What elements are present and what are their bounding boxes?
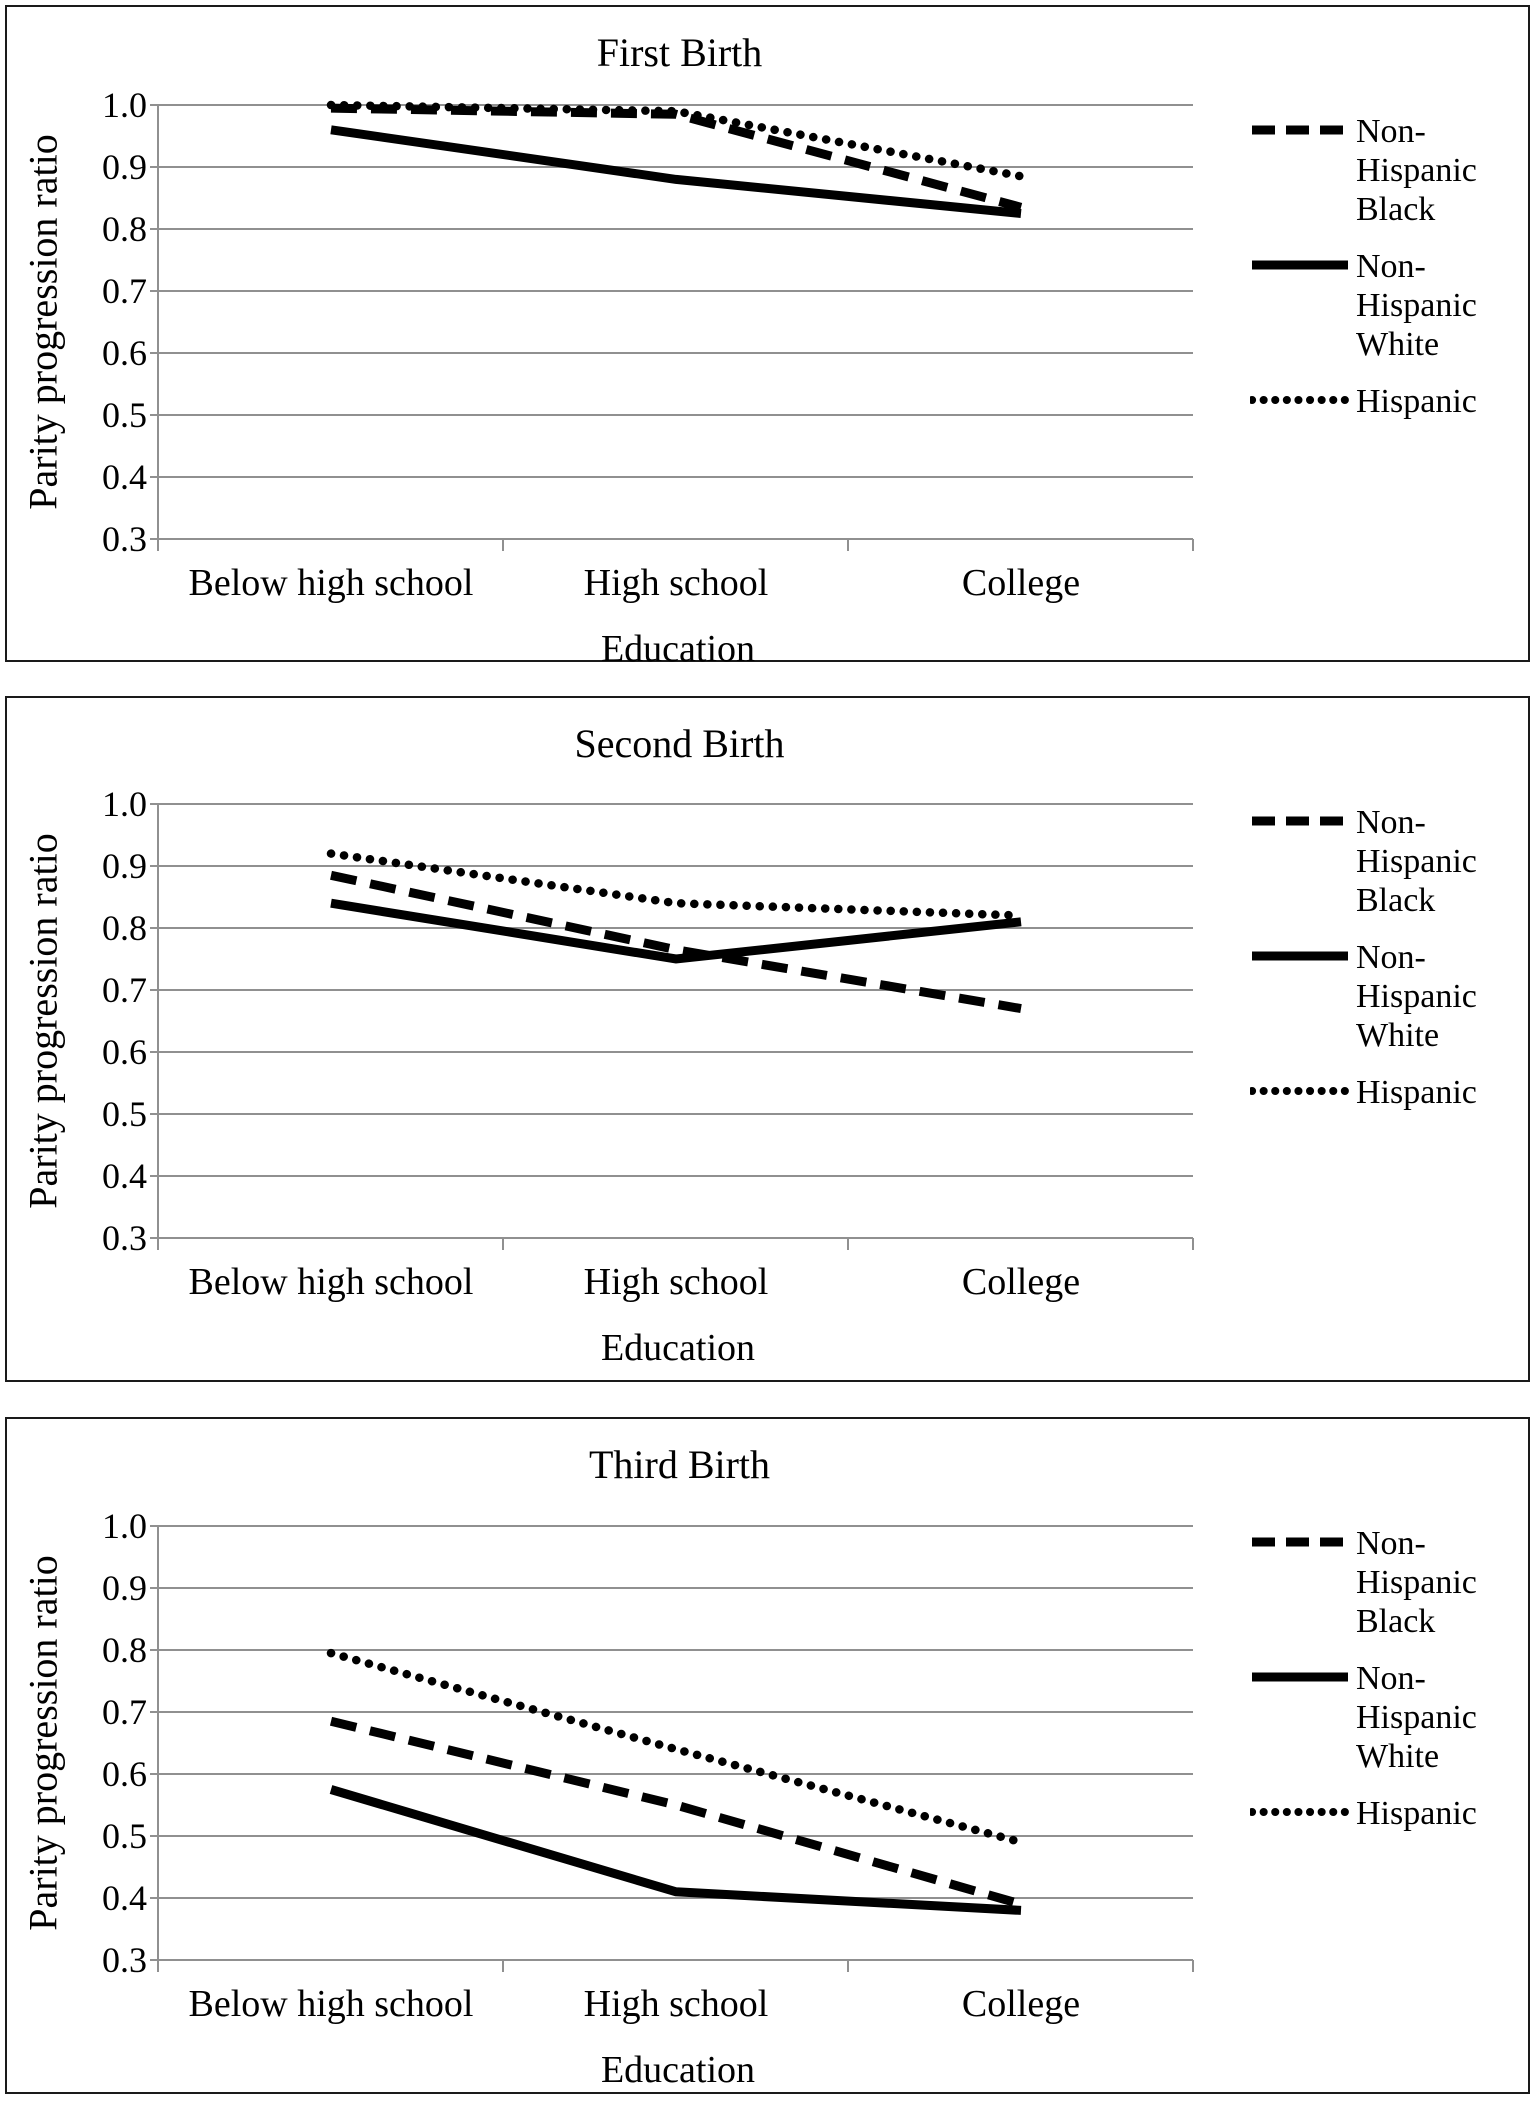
y-axis-label: Parity progression ratio — [20, 1555, 66, 1931]
y-tick-label: 0.8 — [102, 209, 147, 249]
legend-entry — [1250, 382, 1532, 421]
y-tick-label: 0.4 — [102, 457, 147, 497]
y-tick-label: 0.7 — [102, 1692, 147, 1732]
series-line-dashed — [331, 875, 1021, 1008]
y-tick-label: 0.3 — [102, 1940, 147, 1980]
series-line-solid — [331, 1790, 1021, 1911]
legend-entry — [1250, 1794, 1532, 1833]
y-tick-label: 0.9 — [102, 147, 147, 187]
legend-label: Non-Hispanic White — [1356, 1660, 1477, 1775]
y-tick-label: 0.5 — [102, 395, 147, 435]
legend-swatch-solid-line — [1250, 258, 1350, 272]
legend-entry — [1250, 1073, 1532, 1112]
x-axis-title: Education — [600, 2049, 756, 2091]
legend-entry — [1250, 247, 1532, 364]
legend-entry — [1250, 803, 1532, 920]
y-tick-label: 0.5 — [102, 1816, 147, 1856]
chart-panel-first-birth — [5, 5, 1530, 670]
legend-label: Non-Hispanic White — [1356, 248, 1477, 363]
legend — [1250, 112, 1532, 439]
y-tick-label: 0.7 — [102, 271, 147, 311]
x-tick-label: College — [961, 1983, 1081, 2025]
legend-label: Hispanic — [1356, 1074, 1477, 1111]
series-line-dotted — [331, 854, 1021, 916]
y-tick-label: 0.5 — [102, 1094, 147, 1134]
chart-title: Second Birth — [574, 721, 785, 766]
y-tick-label: 0.7 — [102, 970, 147, 1010]
chart-title: Third Birth — [588, 1442, 771, 1487]
y-tick-label: 0.4 — [102, 1878, 147, 1918]
x-tick-label: High school — [583, 1983, 769, 2025]
legend-swatch-dotted-line — [1250, 1805, 1350, 1819]
legend-swatch-solid-line — [1250, 949, 1350, 963]
y-axis-label: Parity progression ratio — [20, 134, 66, 510]
y-tick-label: 1.0 — [102, 1506, 147, 1546]
y-tick-label: 0.3 — [102, 1218, 147, 1258]
legend — [1250, 803, 1532, 1130]
y-tick-label: 0.9 — [102, 846, 147, 886]
x-axis-title: Education — [600, 628, 756, 670]
legend — [1250, 1524, 1532, 1851]
series-line-dotted — [331, 1653, 1021, 1842]
legend-swatch-dotted-line — [1250, 1084, 1350, 1098]
x-tick-label: Below high school — [188, 1261, 474, 1303]
legend-swatch-solid-line — [1250, 1670, 1350, 1684]
legend-swatch-dashed-line — [1250, 1535, 1350, 1549]
legend-swatch-dotted-line — [1250, 393, 1350, 407]
chart-panel-second-birth — [5, 696, 1530, 1382]
legend-label: Non-Hispanic Black — [1356, 804, 1477, 919]
legend-label: Hispanic — [1356, 1795, 1477, 1832]
legend-entry — [1250, 938, 1532, 1055]
legend-label: Hispanic — [1356, 383, 1477, 420]
y-tick-label: 0.6 — [102, 1754, 147, 1794]
y-tick-label: 0.6 — [102, 333, 147, 373]
y-tick-label: 0.9 — [102, 1568, 147, 1608]
legend-swatch-dashed-line — [1250, 123, 1350, 137]
y-tick-label: 0.6 — [102, 1032, 147, 1072]
x-tick-label: Below high school — [188, 1983, 474, 2025]
chart-panel-third-birth — [5, 1417, 1530, 2094]
x-tick-label: High school — [583, 1261, 769, 1303]
legend-label: Non-Hispanic White — [1356, 939, 1477, 1054]
y-tick-label: 0.8 — [102, 908, 147, 948]
series-line-solid — [331, 130, 1021, 214]
y-axis-label: Parity progression ratio — [20, 833, 66, 1209]
x-axis-title: Education — [600, 1327, 756, 1369]
x-tick-label: College — [961, 562, 1081, 604]
legend-swatch-dashed-line — [1250, 814, 1350, 828]
y-tick-label: 0.4 — [102, 1156, 147, 1196]
x-tick-label: College — [961, 1261, 1081, 1303]
y-tick-label: 0.3 — [102, 519, 147, 559]
legend-entry — [1250, 112, 1532, 229]
legend-label: Non-Hispanic Black — [1356, 1525, 1477, 1640]
x-tick-label: High school — [583, 562, 769, 604]
legend-label: Non-Hispanic Black — [1356, 113, 1477, 228]
y-tick-label: 1.0 — [102, 85, 147, 125]
y-tick-label: 0.8 — [102, 1630, 147, 1670]
legend-entry — [1250, 1524, 1532, 1641]
x-tick-label: Below high school — [188, 562, 474, 604]
legend-entry — [1250, 1659, 1532, 1776]
chart-title: First Birth — [596, 30, 763, 75]
y-tick-label: 1.0 — [102, 784, 147, 824]
